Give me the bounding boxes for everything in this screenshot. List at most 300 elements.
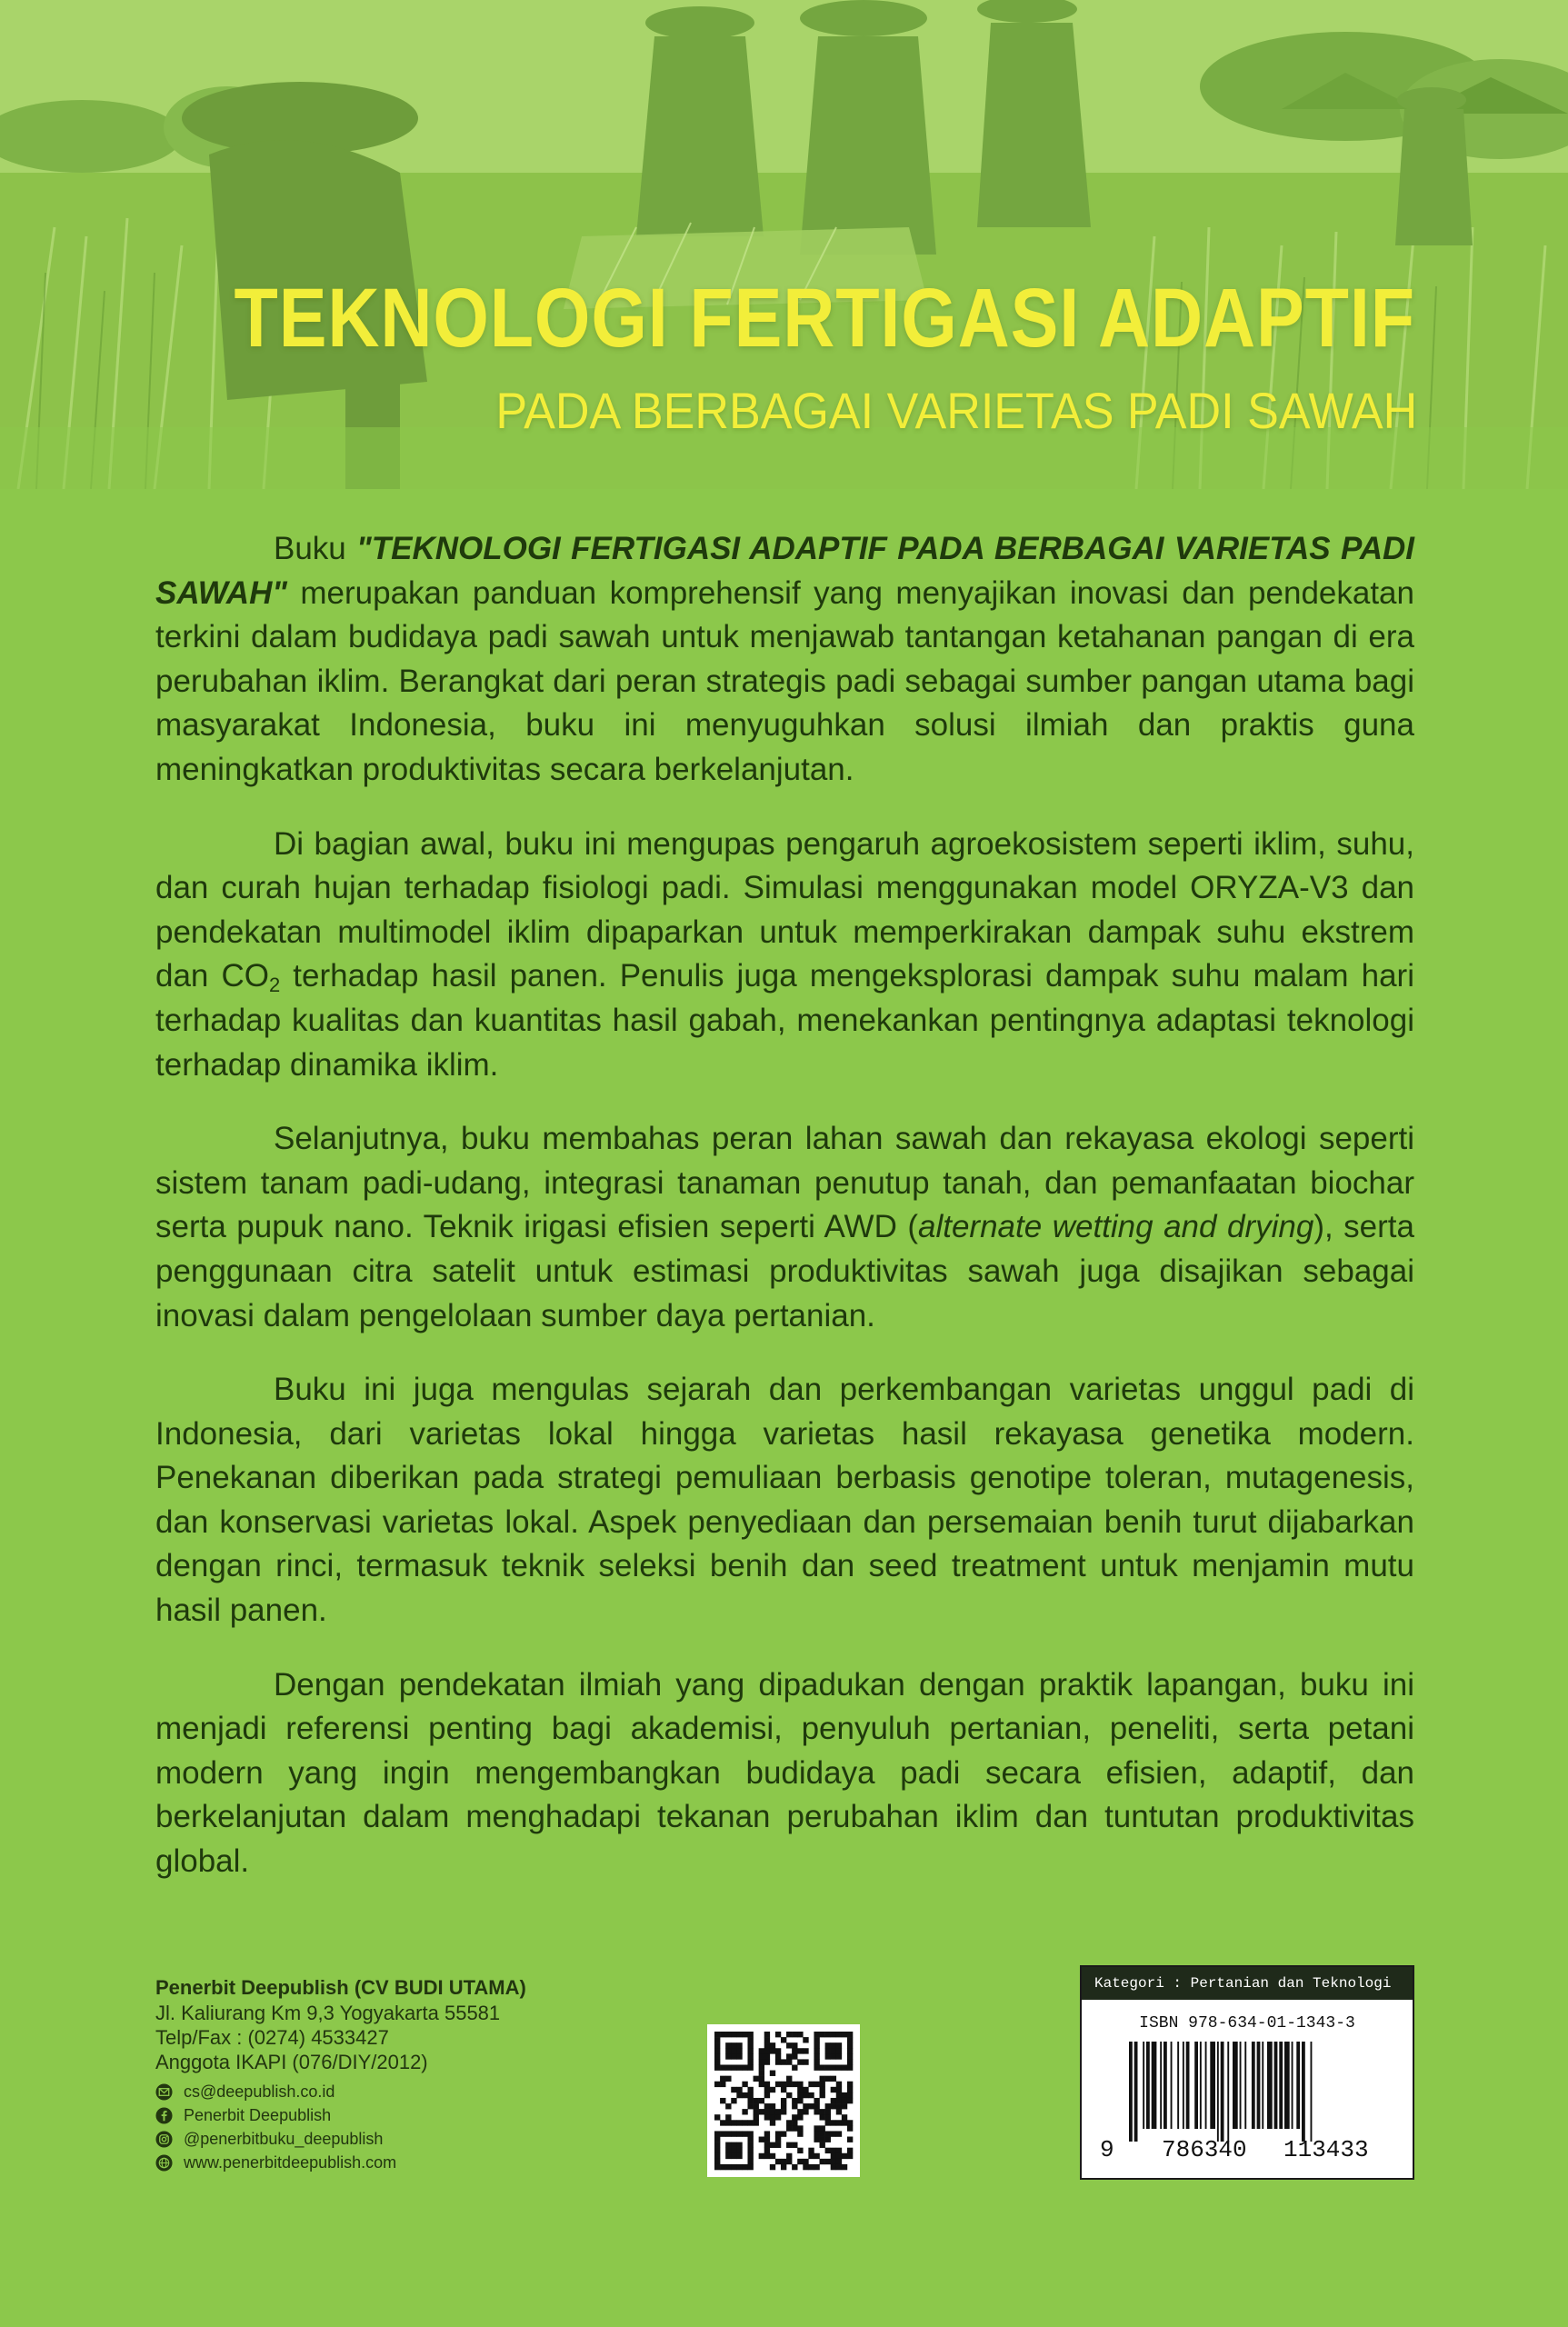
qr-module — [759, 2153, 764, 2159]
qr-module — [731, 2048, 736, 2053]
qr-module — [720, 2076, 725, 2082]
qr-module — [814, 2131, 819, 2136]
qr-module — [781, 2059, 786, 2064]
qr-module — [747, 2120, 753, 2125]
qr-module — [825, 2103, 831, 2109]
qr-module — [770, 2103, 775, 2109]
qr-module — [792, 2103, 797, 2109]
qr-module — [820, 2076, 825, 2082]
category-label: Kategori : Pertanian dan Teknologi — [1082, 1967, 1413, 2000]
qr-module — [797, 2082, 803, 2087]
qr-module — [775, 2142, 781, 2148]
qr-module — [847, 2042, 853, 2048]
qr-module — [820, 2092, 825, 2098]
qr-module — [731, 2032, 736, 2037]
qr-module — [736, 2142, 742, 2148]
qr-module — [764, 2131, 770, 2136]
barcode-bar — [1240, 2042, 1242, 2129]
qr-module — [786, 2142, 792, 2148]
qr-module — [720, 2032, 725, 2037]
qr-module — [797, 2048, 803, 2053]
synopsis-paragraph-2: Di bagian awal, buku ini mengupas pengaruh agroekosistem seperti iklim, suhu, dan curah hujan terhadap fisiologi padi. Simulasi menggunakan model ORYZA-V3 dan pendekatan multimodel iklim dipaparkan untuk memperkirakan dampak suhu ekstrem dan $CO_2$ terhadap hasil panen. Penulis juga mengeksplorasi dampak suhu malam hari terhadap kualitas dan kuantitas hasil gabah, menekankan pentingnya adaptasi teknologi terhadap dinamika iklim. — [155, 825, 1414, 1083]
qr-module — [747, 2164, 753, 2170]
qr-module — [754, 2098, 759, 2103]
qr-module — [764, 2082, 770, 2087]
qr-module — [831, 2076, 836, 2082]
qr-module — [736, 2032, 742, 2037]
qr-module — [747, 2142, 753, 2148]
qr-module — [770, 2153, 775, 2159]
qr-module — [786, 2053, 792, 2059]
qr-module — [714, 2082, 720, 2087]
qr-module — [786, 2042, 792, 2048]
qr-module — [714, 2042, 720, 2048]
qr-module — [847, 2032, 853, 2037]
barcode-bar — [1164, 2042, 1167, 2129]
qr-module — [808, 2103, 814, 2109]
qr-module — [847, 2092, 853, 2098]
qr-module — [714, 2159, 720, 2164]
qr-module — [814, 2053, 819, 2059]
qr-module — [825, 2120, 831, 2125]
qr-module — [775, 2159, 781, 2164]
qr-module — [792, 2042, 797, 2048]
qr-module — [725, 2142, 731, 2148]
qr-module — [836, 2153, 842, 2159]
qr-module — [786, 2082, 792, 2087]
qr-module — [814, 2037, 819, 2042]
qr-module — [836, 2159, 842, 2164]
qr-module — [786, 2059, 792, 2064]
qr-module — [725, 2042, 731, 2048]
qr-module — [836, 2048, 842, 2053]
email-icon — [155, 2083, 173, 2101]
qr-module — [725, 2114, 731, 2120]
globe-icon — [155, 2154, 173, 2172]
qr-module — [720, 2120, 725, 2125]
qr-module — [775, 2053, 781, 2059]
qr-module — [747, 2159, 753, 2164]
qr-module — [814, 2164, 819, 2170]
publisher-info — [155, 1975, 664, 2174]
book-title: TEKNOLOGI FERTIGASI ADAPTIF — [234, 272, 1415, 365]
qr-module — [814, 2098, 819, 2103]
qr-module — [725, 2048, 731, 2053]
qr-module — [754, 2103, 759, 2109]
qr-module — [831, 2032, 836, 2037]
qr-module — [842, 2098, 847, 2103]
qr-module — [742, 2131, 747, 2136]
qr-module — [842, 2114, 847, 2120]
qr-module — [770, 2164, 775, 2170]
qr-module — [803, 2037, 808, 2042]
qr-module — [814, 2137, 819, 2142]
qr-module — [847, 2048, 853, 2053]
facebook-icon — [155, 2107, 173, 2124]
qr-module — [742, 2032, 747, 2037]
qr-module — [820, 2114, 825, 2120]
qr-module — [725, 2131, 731, 2136]
isbn-number: ISBN 978-634-01-1343-3 — [1139, 2014, 1355, 2032]
qr-module — [742, 2120, 747, 2125]
qr-module — [842, 2120, 847, 2125]
qr-module — [725, 2164, 731, 2170]
qr-module — [781, 2159, 786, 2164]
qr-module — [820, 2087, 825, 2092]
qr-module — [825, 2137, 831, 2142]
qr-module — [786, 2125, 792, 2131]
qr-module — [764, 2032, 770, 2037]
qr-module — [725, 2064, 731, 2070]
qr-module — [714, 2059, 720, 2064]
qr-module — [759, 2053, 764, 2059]
barcode-bar — [1302, 2042, 1305, 2142]
qr-module — [808, 2148, 814, 2153]
contact-email[interactable]: cs@deepublish.co.id — [155, 2080, 664, 2103]
qr-module — [764, 2092, 770, 2098]
qr-module — [786, 2076, 792, 2082]
qr-module — [797, 2092, 803, 2098]
qr-module — [825, 2032, 831, 2037]
qr-module — [736, 2164, 742, 2170]
qr-module — [720, 2131, 725, 2136]
qr-module — [825, 2053, 831, 2059]
qr-module — [725, 2053, 731, 2059]
qr-module — [754, 2114, 759, 2120]
qr-module — [792, 2048, 797, 2053]
qr-module — [731, 2053, 736, 2059]
qr-module — [747, 2137, 753, 2142]
qr-module — [759, 2109, 764, 2114]
barcode-bar — [1221, 2042, 1224, 2142]
barcode-bar — [1152, 2042, 1157, 2129]
qr-module — [831, 2048, 836, 2053]
qr-module — [831, 2042, 836, 2048]
qr-module — [775, 2131, 781, 2136]
qr-module — [825, 2048, 831, 2053]
qr-module — [770, 2042, 775, 2048]
qr-module — [797, 2131, 803, 2136]
barcode-bar — [1274, 2042, 1278, 2129]
qr-module — [747, 2131, 753, 2136]
qr-module — [836, 2098, 842, 2103]
qr-module — [831, 2164, 836, 2170]
qr-module — [836, 2103, 842, 2109]
qr-module — [847, 2037, 853, 2042]
barcode-bar — [1311, 2042, 1313, 2142]
qr-module — [836, 2082, 842, 2087]
barcode-bar — [1183, 2042, 1184, 2129]
qr-module — [831, 2064, 836, 2070]
qr-module — [847, 2053, 853, 2059]
barcode-bar — [1210, 2042, 1215, 2129]
barcode-bar — [1186, 2042, 1190, 2129]
barcode-bar — [1296, 2042, 1300, 2129]
instagram-icon — [155, 2131, 173, 2148]
qr-module — [747, 2087, 753, 2092]
qr-module — [797, 2087, 803, 2092]
qr-module — [764, 2114, 770, 2120]
qr-module — [814, 2125, 819, 2131]
qr-module — [792, 2098, 797, 2103]
qr-module — [831, 2120, 836, 2125]
qr-module — [725, 2148, 731, 2153]
qr-module — [759, 2137, 764, 2142]
qr-module — [720, 2098, 725, 2103]
qr-module — [847, 2059, 853, 2064]
qr-module — [731, 2042, 736, 2048]
qr-module — [754, 2120, 759, 2125]
synopsis-paragraph-3: Selanjutnya, buku membahas peran lahan sawah dan rekayasa ekologi seperti sistem tanam padi-udang, integrasi tanaman penutup tanah, dan pemanfaatan biochar serta pupuk nano. Teknik irigasi efisien seperti AWD (alternate wetting and drying), serta penggunaan citra satelit untuk estimasi produktivitas sawah juga disajikan sebagai inovasi dalam pengelolaan sumber daya pertanian. — [155, 1121, 1414, 1333]
qr-module — [814, 2153, 819, 2159]
qr-module — [731, 2064, 736, 2070]
qr-module — [770, 2120, 775, 2125]
qr-module — [836, 2053, 842, 2059]
qr-module — [836, 2042, 842, 2048]
qr-module — [747, 2059, 753, 2064]
qr-module — [831, 2103, 836, 2109]
contact-list — [155, 2080, 664, 2174]
qr-module — [736, 2064, 742, 2070]
book-title-reference: "TEKNOLOGI FERTIGASI ADAPTIF PADA BERBAGAI VARIETAS PADI SAWAH" — [155, 531, 1414, 611]
qr-module — [814, 2103, 819, 2109]
qr-module — [736, 2148, 742, 2153]
qr-module — [725, 2103, 731, 2109]
qr-module — [731, 2098, 736, 2103]
qr-module — [825, 2131, 831, 2136]
qr-module — [836, 2148, 842, 2153]
qr-module — [759, 2064, 764, 2070]
qr-module — [797, 2059, 803, 2064]
qr-module — [775, 2048, 781, 2053]
barcode-bar — [1284, 2042, 1290, 2129]
qr-module — [781, 2164, 786, 2170]
qr-module — [770, 2048, 775, 2053]
barcode-bar — [1257, 2042, 1261, 2129]
qr-module — [742, 2082, 747, 2087]
barcode-bar — [1143, 2042, 1144, 2129]
qr-module — [747, 2092, 753, 2098]
qr-module — [764, 2103, 770, 2109]
qr-module — [742, 2092, 747, 2098]
qr-module — [825, 2148, 831, 2153]
qr-module — [814, 2048, 819, 2053]
qr-module — [736, 2120, 742, 2125]
qr-module — [786, 2153, 792, 2159]
qr-module — [725, 2032, 731, 2037]
qr-module — [747, 2153, 753, 2159]
barcode-digit-first: 9 — [1100, 2136, 1114, 2163]
contact-instagram[interactable]: @penerbitbuku_deepublish — [155, 2127, 664, 2151]
qr-module — [754, 2109, 759, 2114]
qr-module — [825, 2159, 831, 2164]
qr-module — [764, 2048, 770, 2053]
qr-module — [847, 2120, 853, 2125]
qr-module — [792, 2032, 797, 2037]
qr-module — [836, 2131, 842, 2136]
qr-module — [847, 2098, 853, 2103]
qr-module — [831, 2159, 836, 2164]
qr-module — [808, 2153, 814, 2159]
qr-module — [747, 2032, 753, 2037]
qr-module — [731, 2164, 736, 2170]
qr-module — [786, 2159, 792, 2164]
qr-module — [820, 2137, 825, 2142]
qr-module — [714, 2048, 720, 2053]
qr-module — [792, 2053, 797, 2059]
qr-module — [775, 2059, 781, 2064]
qr-module — [797, 2125, 803, 2131]
barcode-bar — [1267, 2042, 1273, 2129]
qr-module — [747, 2103, 753, 2109]
contact-website[interactable]: www.penerbitdeepublish.com — [155, 2151, 664, 2174]
qr-module — [842, 2032, 847, 2037]
qr-module — [759, 2098, 764, 2103]
qr-module — [797, 2114, 803, 2120]
qr-module — [814, 2042, 819, 2048]
qr-module — [714, 2131, 720, 2136]
qr-module — [770, 2109, 775, 2114]
qr-module — [714, 2164, 720, 2170]
qr-module — [781, 2037, 786, 2042]
qr-module — [803, 2103, 808, 2109]
qr-module — [792, 2164, 797, 2170]
barcode-bar — [1177, 2042, 1179, 2129]
qr-module — [847, 2137, 853, 2142]
qr-module — [736, 2053, 742, 2059]
qr-module — [792, 2142, 797, 2148]
qr-module — [831, 2098, 836, 2103]
qr-module — [742, 2064, 747, 2070]
synopsis-paragraph-5: Dengan pendekatan ilmiah yang dipadukan dengan praktik lapangan, buku ini menjadi referensi penting bagi akademisi, penyuluh pertanian, peneliti, serta petani modern yang ingin mengembangkan budidaya padi secara efisien, adaptif, dan berkelanjutan dalam menghadapi tekanan perubahan iklim dan tuntutan produktivitas global. — [155, 1666, 1414, 1880]
cover-photo — [0, 0, 1568, 489]
qr-module — [803, 2159, 808, 2164]
qr-module — [714, 2153, 720, 2159]
qr-module — [764, 2059, 770, 2064]
barcode-bar — [1262, 2042, 1263, 2129]
qr-module — [836, 2032, 842, 2037]
qr-module — [764, 2148, 770, 2153]
qr-module — [781, 2109, 786, 2114]
qr-module — [820, 2142, 825, 2148]
qr-module — [736, 2153, 742, 2159]
qr-module — [714, 2148, 720, 2153]
barcode-digits — [1082, 2136, 1413, 2163]
qr-module — [836, 2087, 842, 2092]
qr-module — [781, 2098, 786, 2103]
qr-module — [820, 2131, 825, 2136]
qr-module — [836, 2164, 842, 2170]
qr-module — [714, 2064, 720, 2070]
barcode-digits-right: 113433 — [1283, 2136, 1369, 2163]
qr-module — [792, 2064, 797, 2070]
qr-module — [814, 2109, 819, 2114]
synopsis-paragraph-1: Buku "TEKNOLOGI FERTIGASI ADAPTIF PADA BERBAGAI VARIETAS PADI SAWAH" merupakan panduan komprehensif yang menyajikan inovasi dan pendekatan terkini dalam budidaya padi sawah untuk menjawab tantangan ketahanan pangan di era perubahan iklim. Berangkat dari peran strategis padi sebagai sumber pangan utama bagi masyarakat Indonesia, buku ini menyuguhkan solusi ilmiah dan praktis guna meningkatkan produktivitas secara berkelanjutan. — [155, 531, 1414, 787]
qr-module — [764, 2042, 770, 2048]
qr-module — [725, 2076, 731, 2082]
qr-module — [797, 2032, 803, 2037]
qr-module — [714, 2114, 720, 2120]
qr-module — [831, 2087, 836, 2092]
qr-module — [731, 2142, 736, 2148]
qr-module — [808, 2092, 814, 2098]
qr-module — [825, 2064, 831, 2070]
qr-module — [820, 2159, 825, 2164]
publisher-membership: Anggota IKAPI (076/DIY/2012) — [155, 2051, 428, 2073]
qr-module — [814, 2032, 819, 2037]
qr-module — [792, 2120, 797, 2125]
qr-module — [814, 2064, 819, 2070]
qr-module — [775, 2082, 781, 2087]
contact-facebook[interactable]: Penerbit Deepublish — [155, 2103, 664, 2127]
qr-module — [842, 2064, 847, 2070]
barcode-bar — [1205, 2042, 1207, 2129]
qr-module — [764, 2087, 770, 2092]
barcode-bar — [1171, 2042, 1173, 2129]
qr-module — [781, 2131, 786, 2136]
barcode-bar — [1160, 2042, 1162, 2129]
qr-module — [797, 2159, 803, 2164]
qr-module — [825, 2076, 831, 2082]
qr-module — [842, 2153, 847, 2159]
qr-module — [759, 2048, 764, 2053]
barcode-bar — [1134, 2042, 1138, 2142]
qr-module — [831, 2148, 836, 2153]
qr-module — [847, 2153, 853, 2159]
barcode-bar — [1217, 2042, 1219, 2142]
qr-module — [847, 2064, 853, 2070]
barcode-bar — [1227, 2042, 1229, 2142]
qr-module — [781, 2103, 786, 2109]
qr-module — [759, 2082, 764, 2087]
barcode-bar — [1244, 2042, 1246, 2129]
qr-module — [820, 2125, 825, 2131]
qr-code[interactable] — [707, 2024, 860, 2177]
qr-module — [731, 2087, 736, 2092]
qr-module — [786, 2120, 792, 2125]
qr-module — [764, 2109, 770, 2114]
qr-module — [754, 2076, 759, 2082]
isbn-barcode-box — [1080, 1965, 1414, 2180]
qr-module — [731, 2131, 736, 2136]
qr-module — [775, 2109, 781, 2114]
qr-module — [847, 2148, 853, 2153]
qr-module — [747, 2148, 753, 2153]
qr-module — [792, 2114, 797, 2120]
qr-module — [808, 2164, 814, 2170]
qr-module — [825, 2114, 831, 2120]
qr-module — [803, 2164, 808, 2170]
qr-module — [714, 2142, 720, 2148]
qr-module — [764, 2037, 770, 2042]
qr-module — [820, 2032, 825, 2037]
barcode-bar — [1292, 2042, 1293, 2129]
qr-module — [842, 2164, 847, 2170]
qr-module — [725, 2120, 731, 2125]
qr-module — [831, 2131, 836, 2136]
qr-module — [770, 2114, 775, 2120]
qr-module — [731, 2148, 736, 2153]
qr-module — [842, 2103, 847, 2109]
qr-module — [847, 2082, 853, 2087]
barcode-bar — [1146, 2042, 1150, 2129]
qr-module — [736, 2087, 742, 2092]
qr-module — [831, 2053, 836, 2059]
qr-module — [836, 2092, 842, 2098]
qr-module — [736, 2042, 742, 2048]
qr-module — [842, 2092, 847, 2098]
qr-module — [770, 2142, 775, 2148]
